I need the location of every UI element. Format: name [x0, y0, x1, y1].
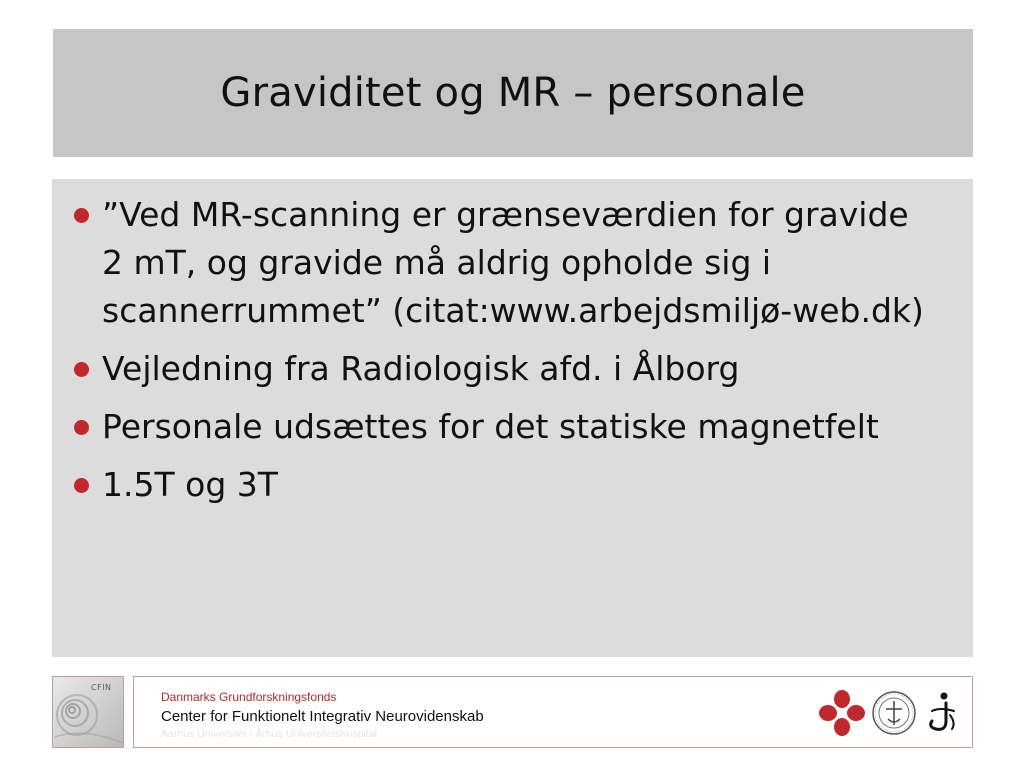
bullet-item: [98, 191, 933, 335]
bullet-item: [98, 345, 933, 393]
foundation-name: Danmarks Grundforskningsfonds: [161, 690, 337, 704]
ij-logo-icon: [922, 689, 962, 737]
bullet-item: [98, 461, 933, 509]
bullet-item: [98, 403, 933, 451]
partner-logos: [818, 685, 962, 741]
university-seal-icon: [870, 689, 918, 737]
footer: [52, 676, 973, 748]
nautilus-shell-icon: [53, 677, 124, 748]
bullet-dot-icon: [74, 420, 89, 435]
title-box: [53, 29, 973, 157]
bullet-list: [98, 191, 933, 509]
content-box: [52, 179, 973, 657]
footer-main: [133, 676, 973, 748]
bullet-text: Vejledning fra Radiologisk afd. i Ålborg: [102, 349, 740, 388]
bullet-text: Personale udsættes for det statiske magnetfelt: [102, 407, 879, 446]
bullet-text: 1.5T og 3T: [102, 465, 278, 504]
cfin-label: CFIN: [91, 683, 112, 692]
bullet-dot-icon: [74, 478, 89, 493]
university-name: Aarhus Universitet / Århus Universitetshospital: [161, 728, 377, 740]
bullet-dot-icon: [74, 208, 89, 223]
bullet-dot-icon: [74, 362, 89, 377]
cfin-logo: [52, 676, 124, 748]
red-flower-logo-icon: [818, 689, 866, 737]
center-name: Center for Funktionelt Integrativ Neurovidenskab: [161, 708, 484, 725]
slide-title: Graviditet og MR – personale: [220, 70, 806, 116]
bullet-text: ”Ved MR-scanning er grænseværdien for gravide 2 mT, og gravide må aldrig opholde sig i scannerrummet” (citat:www.arbejdsmiljø-web.dk): [102, 195, 924, 330]
